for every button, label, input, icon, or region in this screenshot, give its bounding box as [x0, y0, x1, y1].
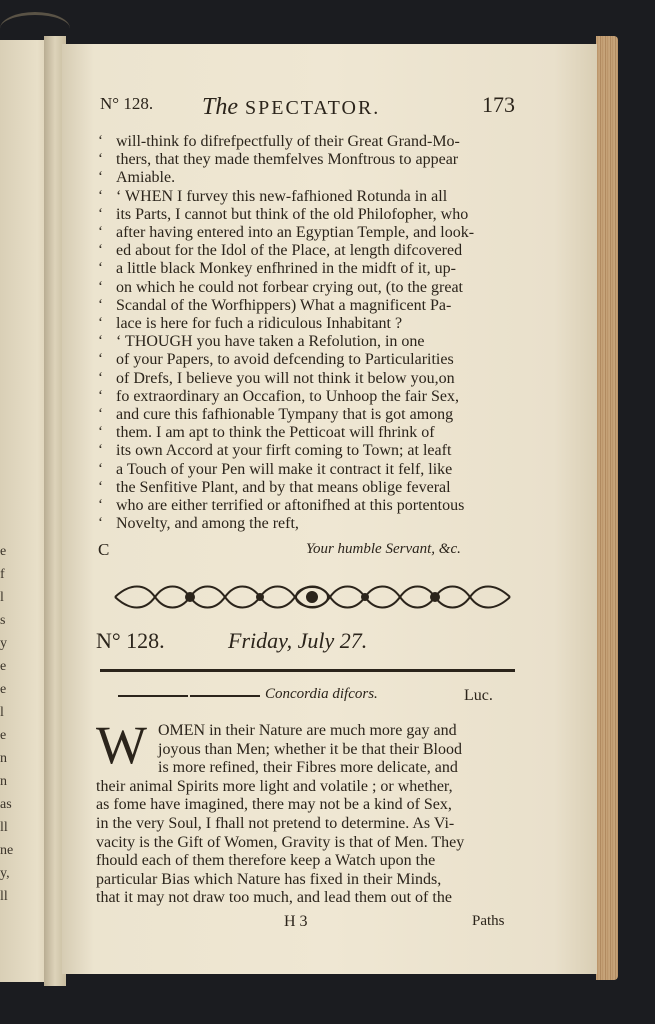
motto: Concordia difcors.	[265, 686, 378, 702]
essay-line: is more refined, their Fibres more delicate, and	[158, 759, 458, 777]
essay-line: fhould each of them therefore keep a Watch upon the	[96, 852, 436, 870]
running-head-number: N° 128.	[100, 94, 154, 113]
essay-line: as fome have imagined, there may not be a kind of Sex,	[96, 796, 452, 814]
margin-quote-mark: ‘	[98, 333, 103, 350]
margin-quote-mark: ‘	[98, 187, 103, 204]
margin-quote-mark: ‘	[98, 151, 103, 168]
left-page-fragment: y,	[0, 866, 10, 881]
letter-line: Novelty, and among the reft,	[116, 515, 299, 533]
margin-quote-mark: ‘	[98, 478, 103, 495]
letter-line: ‘ THOUGH you have taken a Refolution, in one	[116, 333, 425, 351]
catchword: Paths	[472, 913, 505, 929]
left-page-fragment: s	[0, 613, 6, 628]
letter-line: a Touch of your Pen will make it contract it felf, like	[116, 460, 453, 478]
page-edges	[596, 36, 618, 980]
left-page-fragment: ll	[0, 889, 8, 904]
left-page-fragment: l	[0, 705, 4, 720]
margin-quote-mark: ‘	[98, 497, 103, 513]
essay-line: in the very Soul, I fhall not pretend to determine. As Vi-	[96, 814, 455, 832]
margin-quote-mark: ‘	[98, 296, 103, 313]
letter-line: of Drefs, I believe you will not think it below you,on	[116, 369, 455, 387]
letter-line: and cure this fafhionable Tympany that is got among	[116, 406, 454, 424]
left-page-fragment: n	[0, 774, 7, 789]
margin-quote-mark: ‘	[98, 424, 103, 441]
left-page-fragment: ne	[0, 843, 14, 858]
margin-quote-mark: ‘	[98, 515, 103, 532]
left-page-fragment: l	[0, 590, 4, 605]
margin-quote-mark: ‘	[98, 169, 103, 186]
letter-line: ‘ WHEN I furvey this new-fafhioned Rotunda in all	[116, 187, 448, 205]
essay-line: that it may not draw too much, and lead them out of the	[96, 889, 452, 907]
margin-quote-mark: ‘	[98, 224, 103, 240]
essay-line: joyous than Men; whether it be that their Blood	[158, 740, 462, 758]
letter-line: Scandal of the Worfhippers) What a magnificent Pa-	[116, 296, 452, 314]
issue-date: Friday, July 27.	[228, 628, 368, 653]
margin-quote-mark: ‘	[98, 242, 103, 259]
margin-quote-mark: ‘	[98, 260, 103, 277]
margin-quote-mark: ‘	[98, 351, 103, 368]
letter-line: its own Accord at your firft coming to Town; at leaft	[116, 442, 452, 460]
letter-line: them. I am apt to think the Petticoat will fhrink of	[116, 424, 435, 442]
letter-line: thers, that they made themfelves Monftrous to appear	[116, 151, 459, 169]
letter-line: ed about for the Idol of the Place, at length difcovered	[116, 242, 463, 260]
margin-quote-mark: ‘	[98, 406, 103, 422]
letter-line: on which he could not forbear crying out, (to the great	[116, 278, 463, 296]
essay-text	[96, 722, 516, 908]
left-page-fragment: n	[0, 751, 7, 766]
margin-quote-mark: ‘	[98, 133, 103, 149]
margin-quote-mark: ‘	[98, 369, 103, 386]
motto-dash-right	[190, 695, 260, 697]
running-head-title: The SPECTATOR.	[202, 94, 381, 120]
divider-rule	[100, 669, 515, 672]
decorative-ornament	[110, 579, 515, 615]
margin-quote-mark: ‘	[98, 387, 103, 404]
essay-line: vacity is the Gift of Women, Gravity is that of Men. They	[96, 833, 465, 851]
margin-quote-mark: ‘	[98, 278, 103, 295]
left-page-fragment: f	[0, 567, 5, 582]
letter-line: who are either terrified or aftonifhed at this portentous	[116, 497, 465, 515]
signature-letter: C	[98, 540, 110, 559]
left-page-fragment: e	[0, 659, 7, 674]
motto-source: Luc.	[464, 687, 493, 704]
essay-line: their animal Spirits more light and volatile ; or whether,	[96, 777, 453, 795]
drop-cap: W	[96, 715, 147, 775]
letter-line: lace is here for fuch a ridiculous Inhabitant ?	[116, 315, 403, 333]
margin-quote-mark: ‘	[98, 205, 103, 222]
letter-line: the Senfitive Plant, and by that means oblige feveral	[116, 478, 451, 496]
right-page	[62, 44, 597, 974]
left-page-fragment: e	[0, 544, 7, 559]
letter-signature: Your humble Servant, &c.	[306, 541, 461, 557]
letter-line: its Parts, I cannot but think of the old Philofopher, who	[116, 205, 469, 223]
left-page-fragment: ll	[0, 820, 8, 835]
signature-mark: H 3	[284, 913, 308, 930]
letter-line: will-think fo difrefpectfully of their Great Grand-Mo-	[116, 133, 460, 150]
essay-line: OMEN in their Nature are much more gay and	[158, 722, 457, 739]
letter-line: Amiable.	[116, 169, 176, 187]
letter-line: a little black Monkey enfhrined in the midft of it, up-	[116, 260, 456, 278]
letter-line: of your Papers, to avoid defcending to Particularities	[116, 351, 454, 369]
letter-text	[116, 133, 474, 533]
left-page-fragment: as	[0, 797, 12, 812]
left-page-fragment: e	[0, 728, 7, 743]
motto-dash-left	[118, 695, 188, 697]
letter-line: fo extraordinary an Occafion, to Unhoop the fair Sex,	[116, 387, 459, 405]
margin-quote-mark: ‘	[98, 442, 103, 459]
essay-line: particular Bias which Nature has fixed in their Minds,	[96, 870, 442, 888]
letter-line: after having entered into an Egyptian Temple, and look-	[116, 224, 475, 242]
page-number: 173	[482, 92, 515, 117]
issue-number: N° 128.	[96, 628, 165, 653]
left-page-fragment: y	[0, 636, 7, 651]
left-page-fragment: e	[0, 682, 7, 697]
margin-quote-mark: ‘	[98, 315, 103, 331]
margin-quote-mark: ‘	[98, 460, 103, 477]
